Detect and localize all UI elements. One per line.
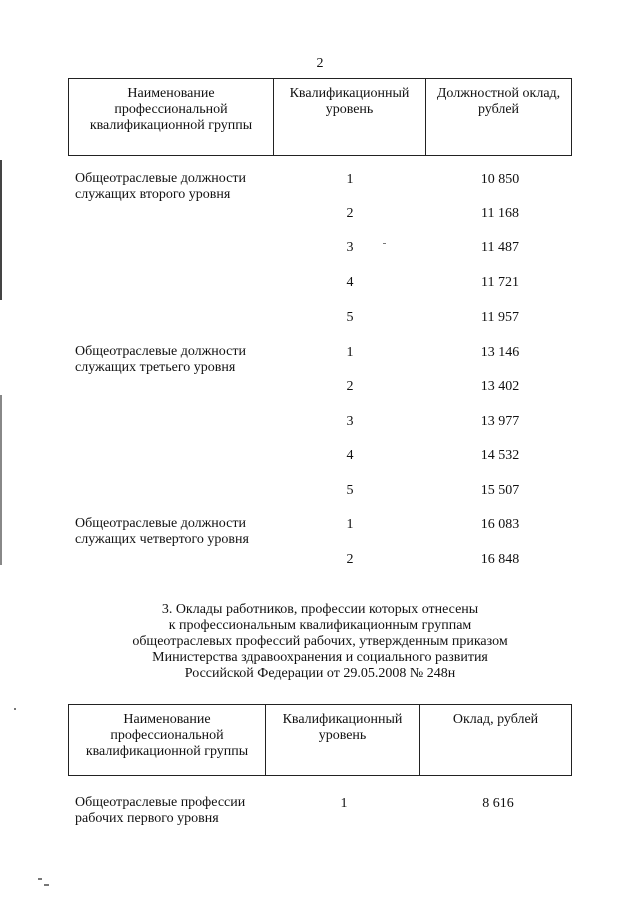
salary-value: 13 146	[480, 345, 520, 360]
group-name: Общеотраслевые должности служащих третьего уровня	[75, 344, 246, 375]
level-value: 1	[340, 796, 348, 811]
salary-value: 13 977	[480, 414, 520, 429]
table1-header-level: Квалификационный уровень	[273, 79, 425, 155]
salary-value: 16 083	[480, 517, 520, 532]
level-value: 3	[346, 414, 354, 429]
level-value: 4	[346, 448, 354, 463]
level-value: 1	[346, 345, 354, 360]
table2-header-level: Квалификационный уровень	[265, 705, 419, 775]
page-number: 2	[316, 56, 324, 71]
level-value: 2	[346, 379, 354, 394]
level-value: 2	[346, 206, 354, 221]
section-3-heading: 3. Оклады работников, профессии которых отнесены к профессиональным квалификационным группам общеотраслевых профессий рабочих, утвержденным приказом Министерства здравоохранения и социального развития Российской Федерации от 29.05.2008 № 248н	[132, 602, 508, 681]
table2-header-group: Наименование профессиональной квалификационной группы	[85, 712, 249, 759]
scan-speck	[38, 878, 42, 880]
group-name: Общеотраслевые должности служащих второго уровня	[75, 171, 246, 202]
table2-header	[68, 704, 572, 776]
scan-speck	[14, 708, 16, 710]
level-value: 4	[346, 275, 354, 290]
salary-value: 14 532	[480, 448, 520, 463]
table1-header-group: Наименование профессиональной квалификационной группы	[89, 86, 253, 133]
scan-speck	[44, 884, 49, 886]
level-value: 2	[346, 552, 354, 567]
salary-value: 13 402	[480, 379, 520, 394]
level-value: 1	[346, 517, 354, 532]
salary-value: 11 957	[481, 310, 519, 325]
level-value: 1	[346, 172, 354, 187]
scan-edge-mark	[0, 395, 2, 565]
level-value: 5	[346, 310, 354, 325]
salary-value: 11 487	[481, 240, 519, 255]
salary-value: 16 848	[480, 552, 520, 567]
level-value: 3	[346, 240, 354, 255]
table1-header-salary: Должностной оклад, рублей	[425, 79, 571, 155]
salary-value: 10 850	[480, 172, 520, 187]
table2-header-salary: Оклад, рублей	[419, 705, 571, 775]
table1-header	[68, 78, 572, 156]
level-value: 5	[346, 483, 354, 498]
scan-edge-mark	[0, 160, 2, 300]
group-name: Общеотраслевые профессии рабочих первого уровня	[75, 795, 246, 826]
scan-speck	[383, 243, 386, 244]
salary-value: 8 616	[482, 796, 514, 811]
salary-value: 15 507	[480, 483, 520, 498]
salary-value: 11 168	[481, 206, 519, 221]
salary-value: 11 721	[481, 275, 519, 290]
group-name: Общеотраслевые должности служащих четвертого уровня	[75, 516, 249, 547]
